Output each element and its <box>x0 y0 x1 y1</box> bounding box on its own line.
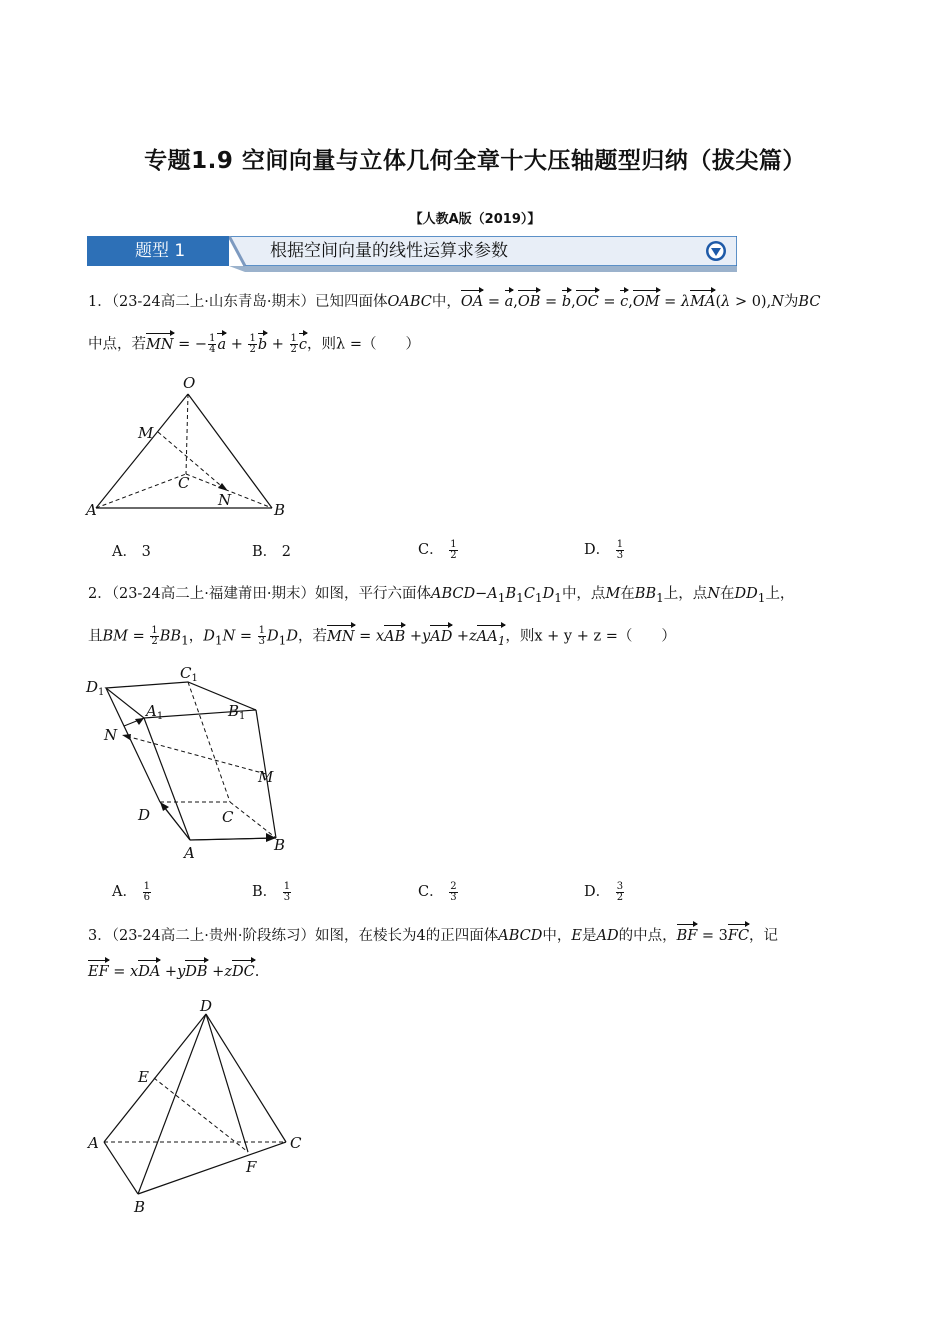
question-1-line-2: 中点，若MN = − $\frac{1}{4}$ a + $\frac{1}{2}$ b + $\frac{1}{2}$ c，则λ =（ ） <box>88 333 420 355</box>
edition-label: 【人教A版（2019）】 <box>409 212 541 227</box>
q3-text-mid2: 的中点， <box>618 928 677 944</box>
q2-option-d-label: D． <box>584 884 611 900</box>
q2-label-D1: $D_1$ <box>86 678 105 698</box>
q1-label-M: M <box>138 424 154 442</box>
q1-text: 已知四面体 <box>315 294 388 310</box>
q1-label-O: O <box>183 374 196 392</box>
section-title: 根据空间向量的线性运算求参数 <box>270 241 508 261</box>
q1-option-a-value: 3 <box>141 544 151 560</box>
q2-label-B: B <box>274 836 286 854</box>
q2-text-on3: 上， <box>765 586 795 602</box>
q3-label-E: E <box>138 1068 149 1086</box>
q2-option-b[interactable]: B． $\frac{1}{3}$ <box>252 880 291 903</box>
q1-label-B: B <box>274 501 286 519</box>
q2-label-A1: $A_1$ <box>146 702 164 722</box>
q1-label-C: C <box>178 474 190 492</box>
q2-text-on1: 在 <box>620 586 635 602</box>
q1-label-N: N <box>218 491 232 509</box>
q1-option-a-label: A． <box>112 544 137 560</box>
q2-text-on2: 上，点 <box>663 586 708 602</box>
q2-text-mid: 中，点 <box>561 586 606 602</box>
q1-option-c[interactable]: C． $\frac{1}{2}$ <box>418 538 457 561</box>
q2-line2-prefix: 且 <box>88 628 103 645</box>
q3-label-F: F <box>246 1158 257 1176</box>
q2-option-a[interactable]: A． $\frac{1}{6}$ <box>112 880 150 903</box>
q2-line2-suffix: ，则x + y + z =（ ） <box>505 628 676 645</box>
q3-text-end: ，记 <box>749 928 779 944</box>
section-banner <box>87 236 737 272</box>
q2-number: 2． <box>88 586 112 602</box>
q3-label-A: A <box>88 1134 99 1152</box>
q2-option-c[interactable]: C． $\frac{2}{3}$ <box>418 880 457 903</box>
q1-source: （23-24高二上·山东青岛·期末） <box>111 294 316 310</box>
question-1-line-1: 1．（23-24高二上·山东青岛·期末）已知四面体OABC中，OA = a,OB = b,OC = c,OM = λMA(λ > 0),N为BC <box>88 294 821 310</box>
q1-label-A: A <box>86 501 97 519</box>
q3-text-mid: 中， <box>542 928 572 944</box>
chevron-down-icon[interactable] <box>705 240 727 262</box>
q3-number: 3． <box>88 928 112 944</box>
q1-text-mid: 为 <box>783 294 799 310</box>
question-2-line-2: 且BM = $\frac{1}{2}$ $BB_1$，$D_1N$ = $\frac{1}{3}$ $D_1D$，若MN = xAB +yAD +zAA$_1$，则x + y + z =（ ） <box>88 626 676 650</box>
q1-option-c-label: C． <box>418 542 444 558</box>
q2-line2-if: ，若 <box>298 628 327 645</box>
q1-option-d[interactable]: D． $\frac{1}{3}$ <box>584 538 624 561</box>
page-title: 专题1.9 空间向量与立体几何全章十大压轴题型归纳（拔尖篇） <box>144 148 806 174</box>
question-3-line-2: EF = xDA +yDB +zDC. <box>88 964 260 980</box>
q2-option-b-label: B． <box>252 884 278 900</box>
q1-number: 1． <box>88 294 112 310</box>
question-3-line-1: 3．（23-24高二上·贵州·阶段练习）如图，在棱长为4的正四面体ABCD中，E是AD的中点，BF = 3FC，记 <box>88 928 779 944</box>
q2-text: 如图，平行六面体 <box>315 586 432 602</box>
q2-label-C1: $C_1$ <box>180 664 198 684</box>
q3-text: 如图，在棱长为4的正四面体 <box>315 928 499 944</box>
q1-text-rest: 中， <box>431 294 461 310</box>
q3-tetrahedron-figure <box>80 996 320 1221</box>
q2-label-C: C <box>222 808 234 826</box>
q1-tetrahedron-figure <box>80 370 300 520</box>
q2-label-N: N <box>104 726 118 744</box>
q2-option-c-label: C． <box>418 884 444 900</box>
q2-source: （23-24高二上·福建莆田·期末） <box>111 586 316 602</box>
q3-label-C: C <box>290 1134 302 1152</box>
q2-label-B1: $B_1$ <box>228 702 246 722</box>
q3-label-B: B <box>134 1198 146 1216</box>
q1-option-d-label: D． <box>584 542 611 558</box>
q2-label-M: M <box>258 768 274 786</box>
q2-parallelepiped-figure <box>80 662 310 867</box>
q1-option-a[interactable] <box>112 540 151 561</box>
q2-label-D: D <box>138 806 151 824</box>
q2-option-a-label: A． <box>112 884 137 900</box>
q2-label-A: A <box>184 844 195 862</box>
q1-option-b-value: 2 <box>281 544 291 560</box>
section-tag: 题型 1 <box>87 236 229 266</box>
question-2-line-1: 2．（23-24高二上·福建莆田·期末）如图，平行六面体$ABCD-A_1B_1C_1D_1$中，点M在$BB_1$上，点N在$DD_1$上， <box>88 586 795 605</box>
q1-option-b[interactable] <box>252 540 291 561</box>
q2-option-d[interactable]: D． $\frac{3}{2}$ <box>584 880 624 903</box>
q1-line2-suffix: ，则λ =（ ） <box>307 336 420 353</box>
q3-text-e: 是 <box>581 928 597 944</box>
q3-source: （23-24高二上·贵州·阶段练习） <box>111 928 316 944</box>
q3-label-D: D <box>200 997 213 1015</box>
q1-line2-prefix: 中点，若 <box>88 336 146 353</box>
q1-option-b-label: B． <box>252 544 278 560</box>
q2-text-on1b: 在 <box>719 586 735 602</box>
